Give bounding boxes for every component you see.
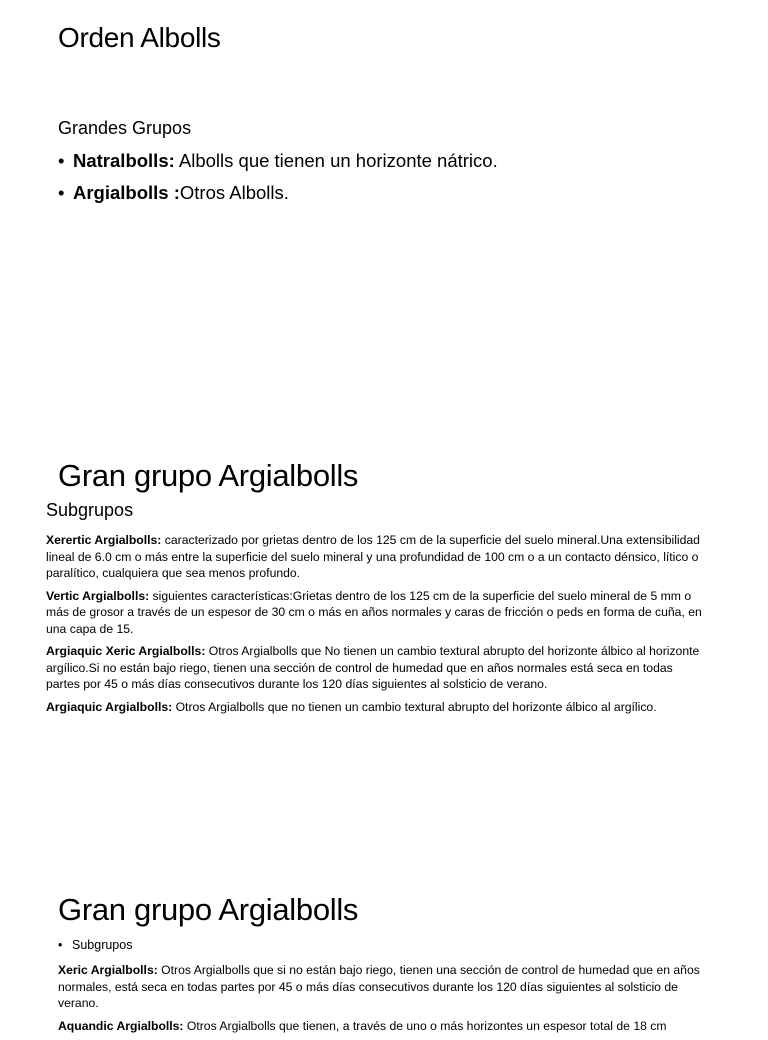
subgroup-term: Argiaquic Argialbolls: xyxy=(46,699,173,714)
slide-subheading: Grandes Grupos xyxy=(58,118,192,138)
slide-title: Gran grupo Argialbolls xyxy=(58,892,359,927)
subgroup-text: caracterizado por grietas dentro de los 125 cm de la superficie del suelo mineral.Una extensibilidad lineal de 6.0 cm o más entre la superficie del suelo mineral y una profundidad de 100 cm o a un contacto dénsico, lítico o paralítico, cualquiera que sea menos profundo. xyxy=(46,533,700,580)
list-item xyxy=(58,145,498,177)
subgroup-paragraph xyxy=(58,1018,708,1035)
subgroup-paragraph xyxy=(58,962,708,1012)
bullet-icon: • xyxy=(58,938,63,952)
subgroup-paragraph xyxy=(46,588,706,638)
subgroup-paragraph xyxy=(46,699,706,716)
subgroup-paragraph xyxy=(46,532,706,582)
subgroup-text: siguientes características:Grietas dentro de los 125 cm de la superficie del suelo mineral de 5 mm o más de grosor a través de un espesor de 30 cm o más en años normales y caras de fricción o peds en forma de cuña, en una capa de 15. xyxy=(46,588,702,636)
subgroup-text: Otros Argialbolls que No tienen un cambio textural abrupto del horizonte álbico al horizonte argílico.Si no están bajo riego, tienen una sección de control de humedad que en años normales está seca en todas partes por 45 o más días consecutivos durante los 120 días siguientes al solsticio de verano. xyxy=(46,644,700,691)
subgroup-term: Aquandic Argialbolls: xyxy=(58,1018,184,1033)
item-text: Otros Albolls. xyxy=(179,182,289,203)
slide-subheading: Subgrupos xyxy=(46,500,134,520)
subgrupos-bullet xyxy=(58,938,132,952)
slide-title: Gran grupo Argialbolls xyxy=(58,458,359,493)
item-term: Argialbolls : xyxy=(73,182,180,203)
subgroup-text: Otros Argialbolls que tienen, a través de uno o más horizontes un espesor total de 18 cm xyxy=(183,1018,667,1033)
grandes-grupos-list xyxy=(58,145,498,209)
list-item xyxy=(58,177,498,209)
bullet-text: Subgrupos xyxy=(72,938,133,952)
item-term: Natralbolls: xyxy=(73,150,175,171)
slide-gran-grupo-argialbolls xyxy=(0,430,768,860)
item-text: Albolls que tienen un horizonte nátrico. xyxy=(174,150,498,171)
slide-orden-albolls xyxy=(0,0,768,430)
subgroup-text: Otros Argialbolls que si no están bajo riego, tienen una sección de control de humedad que en años normales, está seca en todas partes por 45 o más días consecutivos durante los 120 días siguientes al solsticio de verano. xyxy=(58,963,700,1010)
bullet-icon: • xyxy=(58,150,65,171)
slide-title: Orden Albolls xyxy=(58,22,221,53)
subgroup-term: Xerertic Argialbolls: xyxy=(46,533,162,547)
bullet-icon: • xyxy=(58,182,65,203)
subgroup-term: Xeric Argialbolls: xyxy=(58,963,158,977)
subgroup-descriptions xyxy=(46,532,706,721)
subgroup-paragraph xyxy=(46,643,706,693)
slide-gran-grupo-argialbolls-2 xyxy=(0,860,768,1033)
subgroup-descriptions xyxy=(58,962,708,1040)
subgroup-term: Vertic Argialbolls: xyxy=(46,588,150,603)
subgroup-text: Otros Argialbolls que no tienen un cambio textural abrupto del horizonte álbico al argílico. xyxy=(172,699,657,714)
subgroup-term: Argiaquic Xeric Argialbolls: xyxy=(46,644,206,658)
